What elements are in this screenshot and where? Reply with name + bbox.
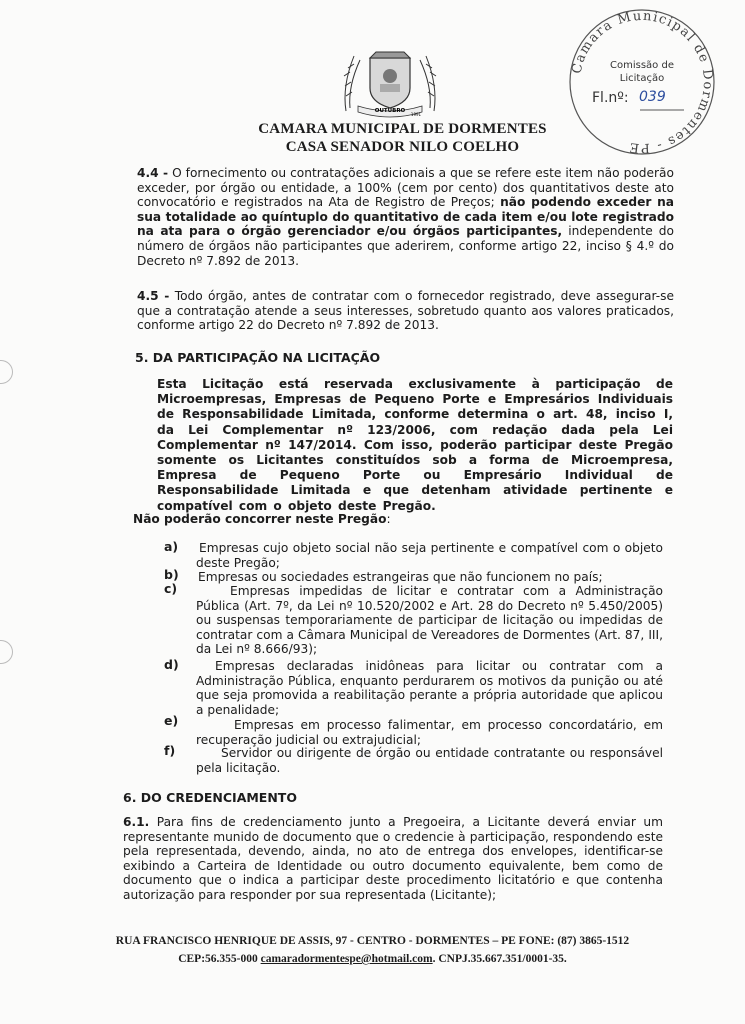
paragraph-text: Todo órgão, antes de contratar com o fornecedor registrado, deve assegurar-se que a contratação atende a seus interesses, sobretudo quanto aos valores praticados, conforme artigo 22 do Decreto nº 7.892 de 2013.: [137, 289, 674, 333]
crest-ribbon-text: OUTUBRO: [374, 108, 406, 114]
crest-year-text: 1991: [410, 112, 422, 117]
item-letter: a): [164, 539, 179, 554]
footer-email-link[interactable]: camaradormentespe@hotmail.com: [260, 953, 433, 965]
exclusion-item: Empresas cujo objeto social não seja pertinente e compatível com o objeto deste Pregão;: [196, 541, 663, 570]
paragraph-bold-text: não podendo exceder na sua totalidade ao quíntuplo do quantitativo de cada item e/ou lote registrado na ata para o órgão gerenciador e/ou órgãos participantes,: [137, 195, 674, 239]
footer-cnpj: . CNPJ.35.667.351/0001-35.: [432, 953, 567, 965]
stamp-fl-number: 039: [639, 89, 666, 105]
paragraph-6-1: [123, 815, 663, 903]
exclusion-item: Empresas em processo falimentar, em processo concordatário, em recuperação judicial ou extrajudicial;: [196, 718, 663, 747]
stamp-line2: Licitação: [619, 73, 665, 84]
exclusion-heading-colon: :: [386, 512, 391, 526]
paragraph-4-5: [137, 289, 674, 333]
paragraph-number: 4.5 -: [137, 289, 170, 303]
stamp-line1: Comissão de: [610, 60, 674, 71]
punch-hole: [0, 360, 13, 384]
paragraph-4-4: [137, 166, 674, 268]
header-title: CAMARA MUNICIPAL DE DORMENTES: [258, 121, 547, 137]
item-letter: b): [164, 567, 179, 582]
footer-cep: CEP:56.355-000: [178, 953, 261, 965]
item-letter: c): [164, 581, 178, 596]
stamp-ring-text: Camara Municipal de Dormentes - PE: [569, 8, 716, 156]
paragraph-number: 4.4 -: [137, 166, 169, 180]
paragraph-text: independente do número de órgãos não participantes que aderirem, conforme artigo 22, inciso § 4.º do Decreto nº 7.892 de 2013.: [137, 224, 675, 268]
section-6-title: 6. DO CREDENCIAMENTO: [123, 790, 297, 805]
municipal-crest-emblem: [336, 46, 444, 118]
paragraph-text: Para fins de credenciamento junto a Pregoeira, a Licitante deverá enviar um representante munido de documento que o credencie à participação, respondendo este pela representada, devendo, ainda, no ato de entrega dos envelopes, identificar-se exibindo a Carteira de Identidade ou outro documento equivalente, bem como de documento que o indica a participar deste procedimento licitatório e que contenha autorização para responder por sua representada (Licitante);: [123, 815, 663, 902]
punch-hole: [0, 640, 13, 664]
paragraph-number: 6.1.: [123, 815, 150, 829]
exclusion-item: Empresas ou sociedades estrangeiras que não funcionem no país;: [198, 570, 603, 584]
item-letter: f): [164, 743, 176, 758]
footer-contact: [0, 953, 745, 965]
exclusion-item: Servidor ou dirigente de órgão ou entidade contratante ou responsável pela licitação.: [196, 746, 663, 775]
section-5-title: 5. DA PARTICIPAÇÃO NA LICITAÇÃO: [135, 350, 381, 365]
header-subtitle: CASA SENADOR NILO COELHO: [285, 139, 520, 155]
exclusion-heading: [133, 512, 391, 527]
exclusion-item: Empresas declaradas inidôneas para licitar ou contratar com a Administração Pública, enquanto perdurarem os motivos da punição ou até que seja promovida a reabilitação perante a própria autoridade que aplicou a penalidade;: [196, 659, 663, 717]
section-5-body: Esta Licitação está reservada exclusivamente à participação de Microempresas, Empresas de Pequeno Porte e Empresários Individuais de Responsabilidade Limitada, conforme determina o art. 48, inciso I, da Lei Complementar nº 123/2006, com redação dada pela Lei Complementar nº 147/2014. Com isso, poderão participar deste Pregão somente os Licitantes constituídos sob a forma de Microempresa, Empresa de Pequeno Porte ou Empresário Individual de Responsabilidade Limitada e que detenham atividade pertinente e compatível com o objeto deste Pregão.: [157, 377, 673, 513]
exclusion-item: Empresas impedidas de licitar e contratar com a Administração Pública (Art. 7º, da Lei nº 10.520/2002 e Art. 28 do Decreto nº 5.450/2005) ou suspensas temporariamente de participar de licitação ou impedidas de contratar com a Câmara Municipal de Vereadores de Dormentes (Art. 87, III, da Lei nº 8.666/93);: [196, 584, 663, 657]
item-letter: d): [164, 657, 179, 672]
item-letter: e): [164, 713, 179, 728]
stamp-fl-label: Fl.nº:: [592, 90, 629, 106]
exclusion-heading-text: Não poderão concorrer neste Pregão: [133, 512, 387, 526]
paragraph-text: O fornecimento ou contratações adicionais a que se refere este item não poderão exceder, por órgão ou entidade, a 100% (cem por cento) dos quantitativos deste ato convocatório e registrados na Ata de Registro de Preços;: [137, 166, 674, 210]
footer-address: RUA FRANCISCO HENRIQUE DE ASSIS, 97 - CENTRO - DORMENTES – PE FONE: (87) 3865-1512: [115, 935, 630, 947]
